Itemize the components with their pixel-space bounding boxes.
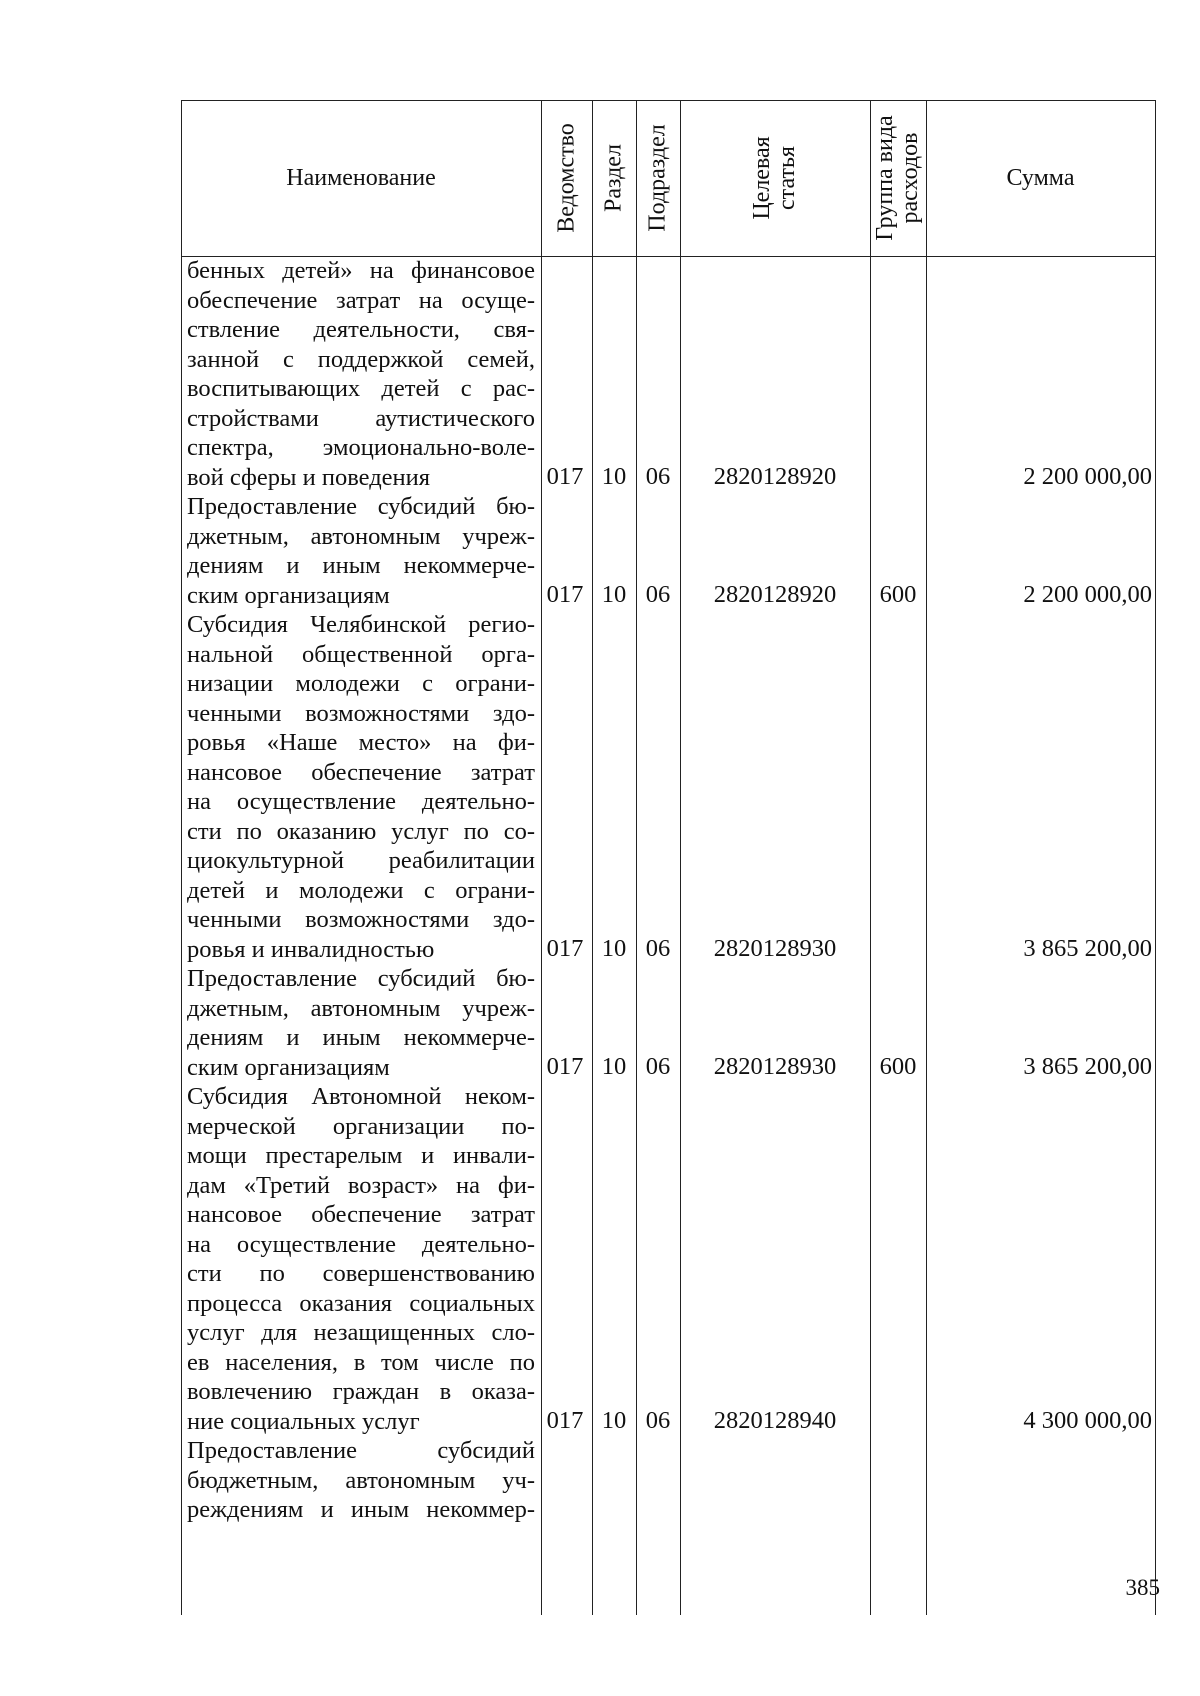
header-razdel <box>592 100 636 256</box>
header-gruppa <box>870 100 926 256</box>
header-summa-label: Сумма <box>1006 165 1075 191</box>
name-line: стройствами аутистического <box>187 404 535 432</box>
row-1-podrazdel: 06 <box>645 463 671 490</box>
header-name <box>181 100 541 256</box>
name-line: Субсидия Челябинской регио- <box>187 611 535 638</box>
header-celevaya <box>680 100 870 256</box>
name-line: ским организациям <box>187 581 390 609</box>
name-line: бенных детей» на финансовое <box>187 257 535 284</box>
name-line: ченными возможностями здо- <box>187 906 535 933</box>
column-divider <box>541 100 542 1615</box>
name-line: Предоставление субсидий бю- <box>187 965 535 992</box>
name-line: низации молодежи с ограни- <box>187 670 535 697</box>
header-gruppa-label <box>873 115 923 240</box>
header-vedomstvo <box>541 100 592 256</box>
table-right-border <box>1155 100 1156 1615</box>
table-top-border <box>181 100 1156 101</box>
row-4-gruppa: 600 <box>879 1053 917 1080</box>
name-line: занной с поддержкой семей, <box>187 345 535 373</box>
header-celevaya-label <box>750 136 800 219</box>
name-line: вой сферы и поведения <box>187 463 431 491</box>
row-5-vedomstvo: 017 <box>546 1407 584 1434</box>
header-name-label: Наименование <box>286 165 436 191</box>
name-line: ченными возможностями здо- <box>187 699 535 727</box>
name-line: мощи престарелым и инвали- <box>187 1142 535 1169</box>
row-2-gruppa: 600 <box>879 581 917 608</box>
row-5-razdel: 10 <box>601 1407 627 1434</box>
name-line: дениям и иным некоммерче- <box>187 552 535 579</box>
name-line: воспитывающих детей с рас- <box>187 375 535 402</box>
row-2-razdel: 10 <box>601 581 627 608</box>
name-line: на осуществление деятельно- <box>187 788 535 815</box>
name-line: бюджетным, автономным уч- <box>187 1466 535 1494</box>
row-1-summa: 2 200 000,00 <box>1023 463 1152 490</box>
name-line: ствление деятельности, свя- <box>187 316 535 343</box>
row-3-summa: 3 865 200,00 <box>1023 935 1152 962</box>
name-line: мерческой организации по- <box>187 1112 535 1140</box>
header-summa <box>926 100 1155 256</box>
name-line: нансовое обеспечение затрат <box>187 758 535 786</box>
name-line: ским организациям <box>187 1053 390 1081</box>
name-line: сти по совершенствованию <box>187 1260 535 1287</box>
row-4-vedomstvo: 017 <box>546 1053 584 1080</box>
column-divider <box>870 100 871 1615</box>
name-line: спектра, эмоционально-воле- <box>187 434 535 461</box>
header-gruppa-line-1: Группа вида <box>872 115 898 241</box>
name-line: ние социальных услуг <box>187 1407 420 1435</box>
name-line: нальной общественной орга- <box>187 640 535 668</box>
page-number: 385 <box>1125 1575 1160 1600</box>
row-4-razdel: 10 <box>601 1053 627 1080</box>
header-gruppa-line-2: расходов <box>897 132 923 224</box>
row-2-summa: 2 200 000,00 <box>1023 581 1152 608</box>
column-divider <box>636 100 637 1615</box>
row-5-name <box>187 1082 535 1436</box>
name-line: нансовое обеспечение затрат <box>187 1201 535 1228</box>
name-line: ровья «Наше место» на фи- <box>187 729 535 756</box>
row-4-celevaya: 2820128930 <box>713 1053 837 1080</box>
name-line: Предоставление субсидий бю- <box>187 493 535 520</box>
column-divider <box>680 100 681 1615</box>
name-line: дам «Третий возраст» на фи- <box>187 1171 535 1199</box>
row-1-vedomstvo: 017 <box>546 463 584 490</box>
name-line: Предоставление субсидий <box>187 1437 535 1464</box>
name-line: джетным, автономным учреж- <box>187 994 535 1022</box>
name-line: ев населения, в том числе по <box>187 1348 535 1376</box>
row-4-summa: 3 865 200,00 <box>1023 1053 1152 1080</box>
name-line: вовлечению граждан в оказа- <box>187 1378 535 1405</box>
header-celevaya-line-1: Целевая <box>749 136 775 220</box>
name-line: Субсидия Автономной неком- <box>187 1083 535 1110</box>
name-line: услуг для незащищенных сло- <box>187 1319 535 1346</box>
row-4-podrazdel: 06 <box>645 1053 671 1080</box>
name-line: на осуществление деятельно- <box>187 1230 535 1258</box>
row-2-celevaya: 2820128920 <box>713 581 837 608</box>
row-1-name <box>187 256 535 492</box>
header-razdel-label: Раздел <box>600 144 627 212</box>
table-left-border <box>181 100 182 1615</box>
row-3-vedomstvo: 017 <box>546 935 584 962</box>
name-line: реждениям и иным некоммер- <box>187 1496 535 1523</box>
name-line: процесса оказания социальных <box>187 1289 535 1317</box>
row-6-name <box>187 1436 535 1525</box>
row-5-celevaya: 2820128940 <box>713 1407 837 1434</box>
row-1-razdel: 10 <box>601 463 627 490</box>
name-line: дениям и иным некоммерче- <box>187 1024 535 1051</box>
header-podrazdel-label: Подраздел <box>644 124 671 232</box>
name-line: детей и молодежи с ограни- <box>187 876 535 904</box>
row-2-vedomstvo: 017 <box>546 581 584 608</box>
name-line: обеспечение затрат на осуще- <box>187 286 535 314</box>
column-divider <box>926 100 927 1615</box>
header-podrazdel <box>636 100 680 256</box>
row-2-podrazdel: 06 <box>645 581 671 608</box>
row-1-celevaya: 2820128920 <box>713 463 837 490</box>
row-3-celevaya: 2820128930 <box>713 935 837 962</box>
row-2-name <box>187 492 535 610</box>
name-line: сти по оказанию услуг по со- <box>187 817 535 845</box>
row-3-razdel: 10 <box>601 935 627 962</box>
name-line: джетным, автономным учреж- <box>187 522 535 550</box>
row-5-podrazdel: 06 <box>645 1407 671 1434</box>
row-3-podrazdel: 06 <box>645 935 671 962</box>
column-divider <box>592 100 593 1615</box>
header-celevaya-line-2: статья <box>774 146 800 210</box>
row-5-summa: 4 300 000,00 <box>1023 1407 1152 1434</box>
row-4-name <box>187 964 535 1082</box>
header-vedomstvo-label: Ведомство <box>553 123 579 233</box>
name-line: ровья и инвалидностью <box>187 935 435 963</box>
row-3-name <box>187 610 535 964</box>
name-line: циокультурной реабилитации <box>187 847 535 874</box>
